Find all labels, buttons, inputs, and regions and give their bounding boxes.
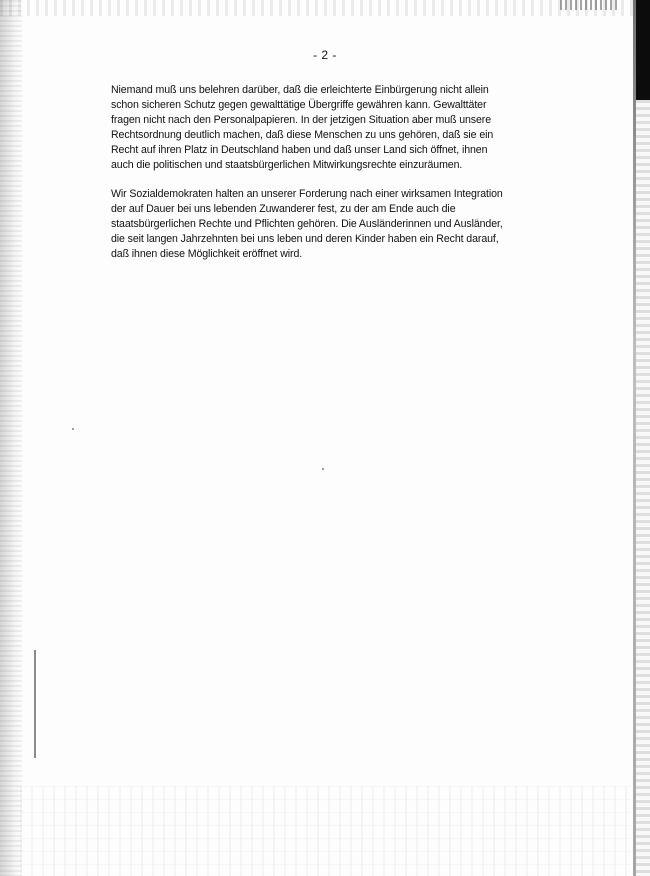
scan-noise-bottom xyxy=(20,786,630,876)
scan-edge-right xyxy=(636,100,650,876)
text-line: Recht auf ihren Platz in Deutschland haben und daß unser Land sich öffnet, ihnen xyxy=(111,144,488,156)
scan-edge-left xyxy=(0,0,22,876)
text-line: die seit langen Jahrzehnten bei uns leben und deren Kinder haben ein Recht darauf, xyxy=(111,233,499,245)
body-text xyxy=(111,83,541,276)
scan-streak-left xyxy=(34,650,36,758)
page-number: - 2 - xyxy=(313,48,337,62)
paragraph-2 xyxy=(111,187,541,262)
text-line: schon sicheren Schutz gegen gewalttätige Übergriffe gewähren kann. Gewalttäter xyxy=(111,99,487,111)
text-line: daß ihnen diese Möglichkeit eröffnet wird. xyxy=(111,248,303,260)
text-line: der auf Dauer bei uns lebenden Zuwanderer fest, zu der am Ende auch die xyxy=(111,203,456,215)
text-line: Niemand muß uns belehren darüber, daß die erleichterte Einbürgerung nicht allein xyxy=(111,84,489,96)
scan-mark-top-right xyxy=(560,0,620,10)
scan-speck xyxy=(72,428,74,430)
text-line: Wir Sozialdemokraten halten an unserer Forderung nach einer wirksamen Integration xyxy=(111,188,503,200)
text-line: fragen nicht nach den Personalpapieren. In der jetzigen Situation aber muß unsere xyxy=(111,114,491,126)
paragraph-1 xyxy=(111,83,541,173)
scan-edge-top xyxy=(0,0,650,16)
text-line: auch die politischen und staatsbürgerlichen Mitwirkungsrechte einzuräumen. xyxy=(111,159,463,171)
text-line: Rechtsordnung deutlich machen, daß diese Menschen zu uns gehören, daß sie ein xyxy=(111,129,494,141)
text-line: staatsbürgerlichen Rechte und Pflichten gehören. Die Ausländerinnen und Ausländer, xyxy=(111,218,503,230)
scan-speck xyxy=(322,468,324,470)
